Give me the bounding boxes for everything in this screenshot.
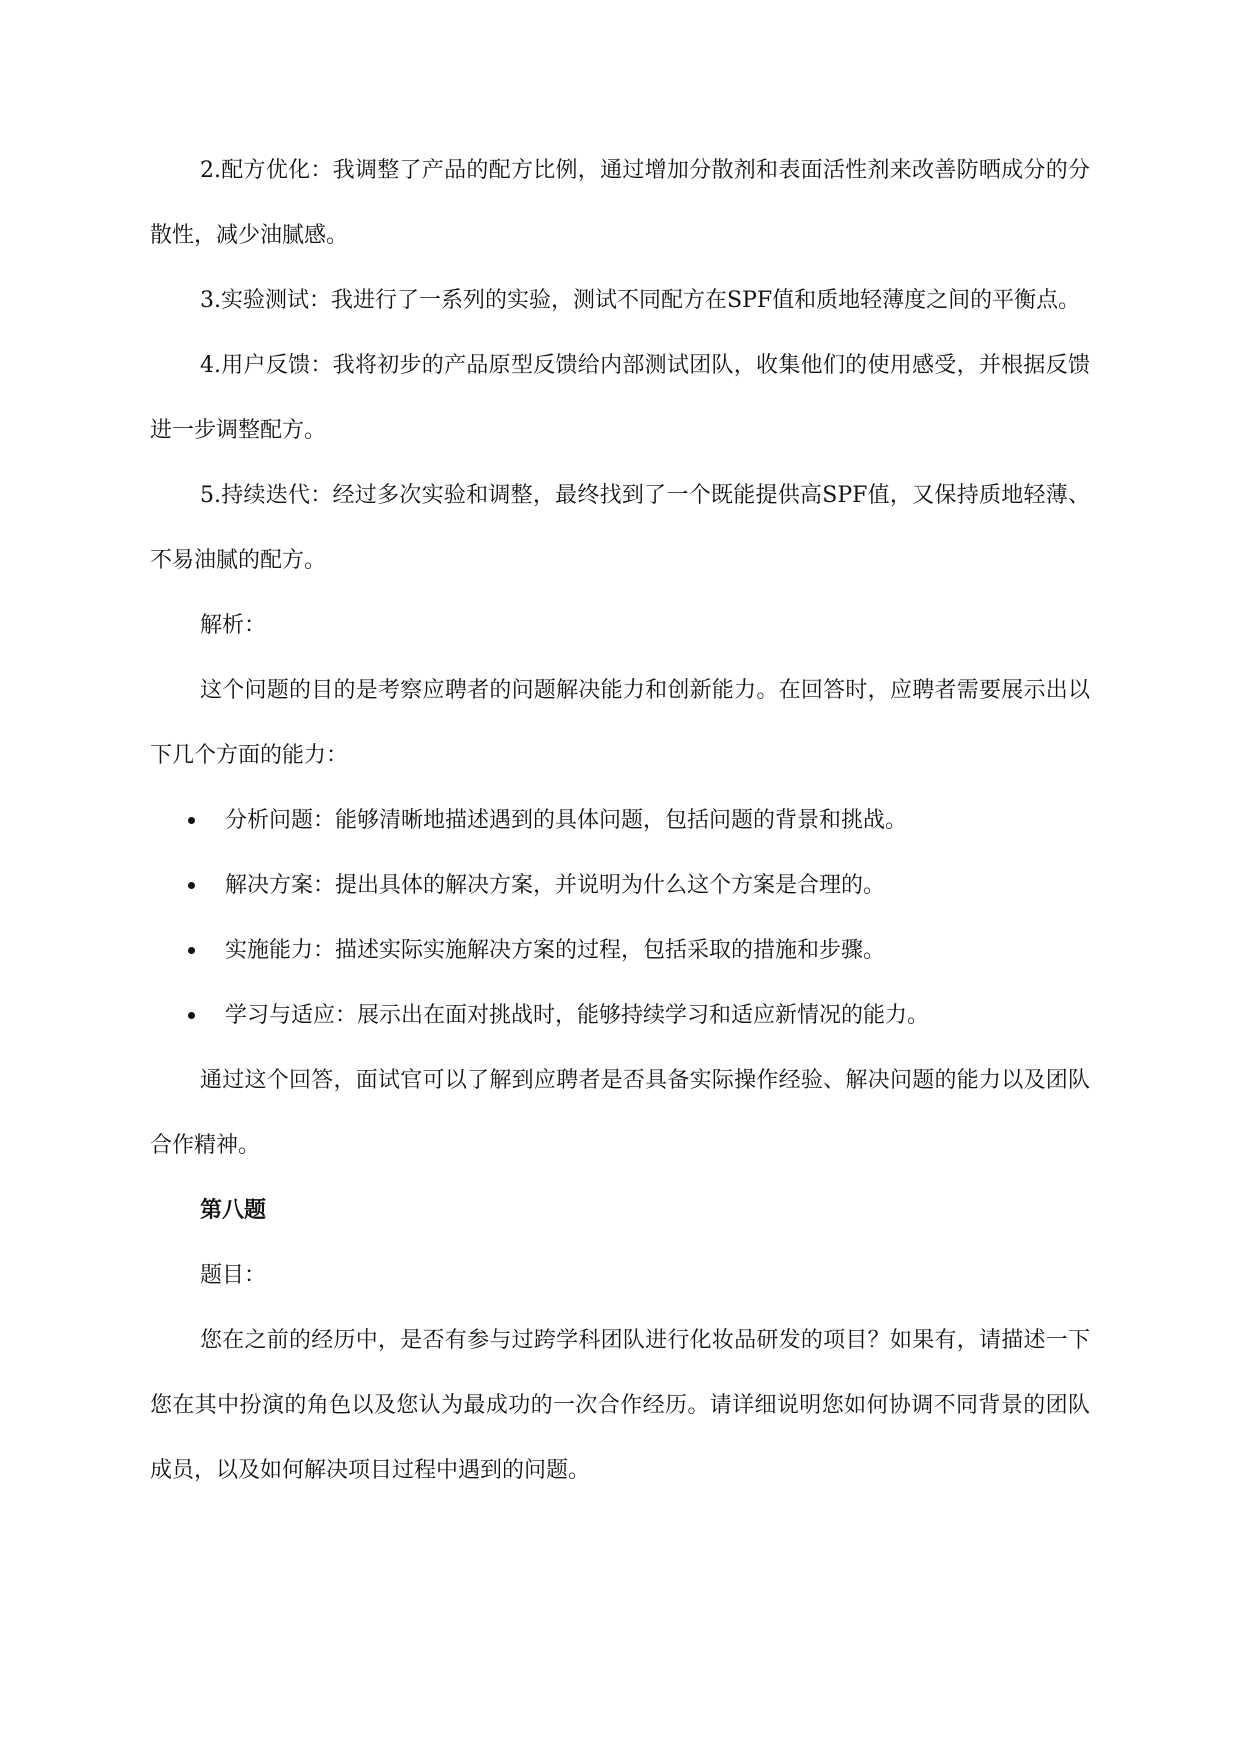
bullet-icon <box>188 1012 195 1019</box>
bullet-text: 学习与适应：展示出在面对挑战时，能够持续学习和适应新情况的能力。 <box>225 1003 930 1028</box>
bullet-text: 实施能力：描述实际实施解决方案的过程，包括采取的措施和步骤。 <box>225 938 886 963</box>
analysis-intro: 这个问题的目的是考察应聘者的问题解决能力和创新能力。在回答时，应聘者需要展示出以下几个方面的能力： <box>150 678 1090 768</box>
paragraph-continuous-iteration: 5.持续迭代：经过多次实验和调整，最终找到了一个既能提供高SPF值，又保持质地轻薄、不易油腻的配方。 <box>150 483 1090 573</box>
question-text: 您在之前的经历中，是否有参与过跨学科团队进行化妆品研发的项目？如果有，请描述一下您在其中扮演的角色以及您认为最成功的一次合作经历。请详细说明您如何协调不同背景的团队成员，以及如何解决项目过程中遇到的问题。 <box>150 1328 1090 1483</box>
bullet-text: 分析问题：能够清晰地描述遇到的具体问题，包括问题的背景和挑战。 <box>225 808 908 833</box>
paragraph-formula-optimization: 2.配方优化：我调整了产品的配方比例，通过增加分散剂和表面活性剂来改善防晒成分的分散性，减少油腻感。 <box>150 158 1090 248</box>
list-item <box>150 983 1090 1048</box>
bullet-icon <box>188 882 195 889</box>
list-item <box>150 788 1090 853</box>
document-body <box>150 138 1090 1503</box>
bullet-icon <box>188 817 195 824</box>
section-title: 第八题 <box>200 1197 267 1223</box>
conclusion-paragraph: 通过这个回答，面试官可以了解到应聘者是否具备实际操作经验、解决问题的能力以及团队合作精神。 <box>150 1068 1090 1158</box>
bullet-text: 解决方案：提出具体的解决方案，并说明为什么这个方案是合理的。 <box>225 873 886 898</box>
paragraph-user-feedback: 4.用户反馈：我将初步的产品原型反馈给内部测试团队，收集他们的使用感受，并根据反馈进一步调整配方。 <box>150 353 1090 443</box>
list-item <box>150 853 1090 918</box>
question-label: 题目： <box>200 1263 267 1288</box>
paragraph-experiment-testing: 3.实验测试：我进行了一系列的实验，测试不同配方在SPF值和质地轻薄度之间的平衡点。 <box>200 288 1081 313</box>
bullet-icon <box>188 947 195 954</box>
list-item <box>150 918 1090 983</box>
ability-bullet-list <box>150 788 1090 1048</box>
analysis-label: 解析： <box>200 613 267 638</box>
